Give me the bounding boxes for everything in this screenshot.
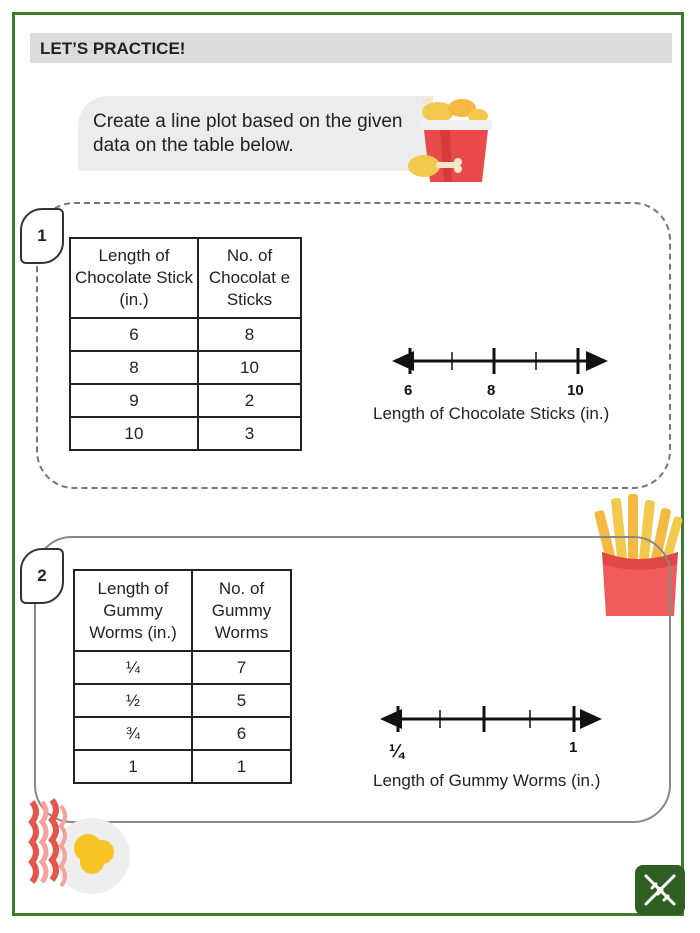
- table-header-row: [70, 238, 301, 318]
- tick-label: 10: [567, 382, 584, 399]
- table-cell: 6: [70, 318, 198, 351]
- table-cell: 1: [74, 750, 192, 783]
- table-row: [74, 684, 291, 717]
- table-row: [74, 750, 291, 783]
- fried-chicken-bucket-icon: [400, 90, 500, 185]
- instruction-box: [78, 96, 433, 171]
- number-line-label: Length of Gummy Worms (in.): [373, 771, 601, 790]
- right-arrow-icon: [586, 351, 608, 371]
- problem-1-number-badge: [20, 208, 64, 264]
- tick-label: 1: [569, 739, 578, 756]
- table-cell: 10: [198, 351, 301, 384]
- table-row: [70, 384, 301, 417]
- table-cell: 9: [70, 384, 198, 417]
- right-arrow-icon: [580, 709, 602, 729]
- table-cell: ½: [74, 684, 192, 717]
- table-cell: 3: [198, 417, 301, 450]
- problem-2-number-line: [378, 702, 604, 736]
- table-row: [74, 651, 291, 684]
- header-bar: [30, 33, 672, 63]
- page-title: LET’S PRACTICE!: [40, 39, 186, 58]
- table-cell: ¾: [74, 717, 192, 750]
- table-header-length: Length of Chocolate Stick (in.): [70, 238, 198, 318]
- table-header-row: [74, 570, 291, 651]
- table-cell: ¼: [74, 651, 192, 684]
- tick-label: 8: [487, 382, 496, 399]
- instruction-text: Create a line plot based on the given data on the table below.: [93, 111, 403, 156]
- bacon-egg-icon: [28, 798, 132, 898]
- pencil-ruler-logo-icon: [634, 864, 686, 916]
- table-cell: 1: [192, 750, 291, 783]
- problem-1-number-line: [390, 344, 610, 378]
- table-cell: 8: [198, 318, 301, 351]
- table-cell: 2: [198, 384, 301, 417]
- problem-1-table: [69, 237, 302, 451]
- table-header-count: No. of Chocolat e Sticks: [198, 238, 301, 318]
- table-row: [70, 318, 301, 351]
- table-row: [70, 417, 301, 450]
- table-row: [70, 351, 301, 384]
- tick-label: ¼: [389, 741, 405, 761]
- table-cell: 5: [192, 684, 291, 717]
- table-cell: 10: [70, 417, 198, 450]
- tick-label: 6: [404, 382, 413, 399]
- table-header-count: No. of Gummy Worms: [192, 570, 291, 651]
- table-header-length: Length of Gummy Worms (in.): [74, 570, 192, 651]
- number-line-label: Length of Chocolate Sticks (in.): [373, 404, 610, 423]
- table-cell: 7: [192, 651, 291, 684]
- table-cell: 8: [70, 351, 198, 384]
- problem-2-number: 2: [37, 566, 47, 585]
- problem-2-table: [73, 569, 292, 784]
- problem-2-number-badge: [20, 548, 64, 604]
- table-row: [74, 717, 291, 750]
- problem-1-number: 1: [37, 226, 47, 245]
- table-cell: 6: [192, 717, 291, 750]
